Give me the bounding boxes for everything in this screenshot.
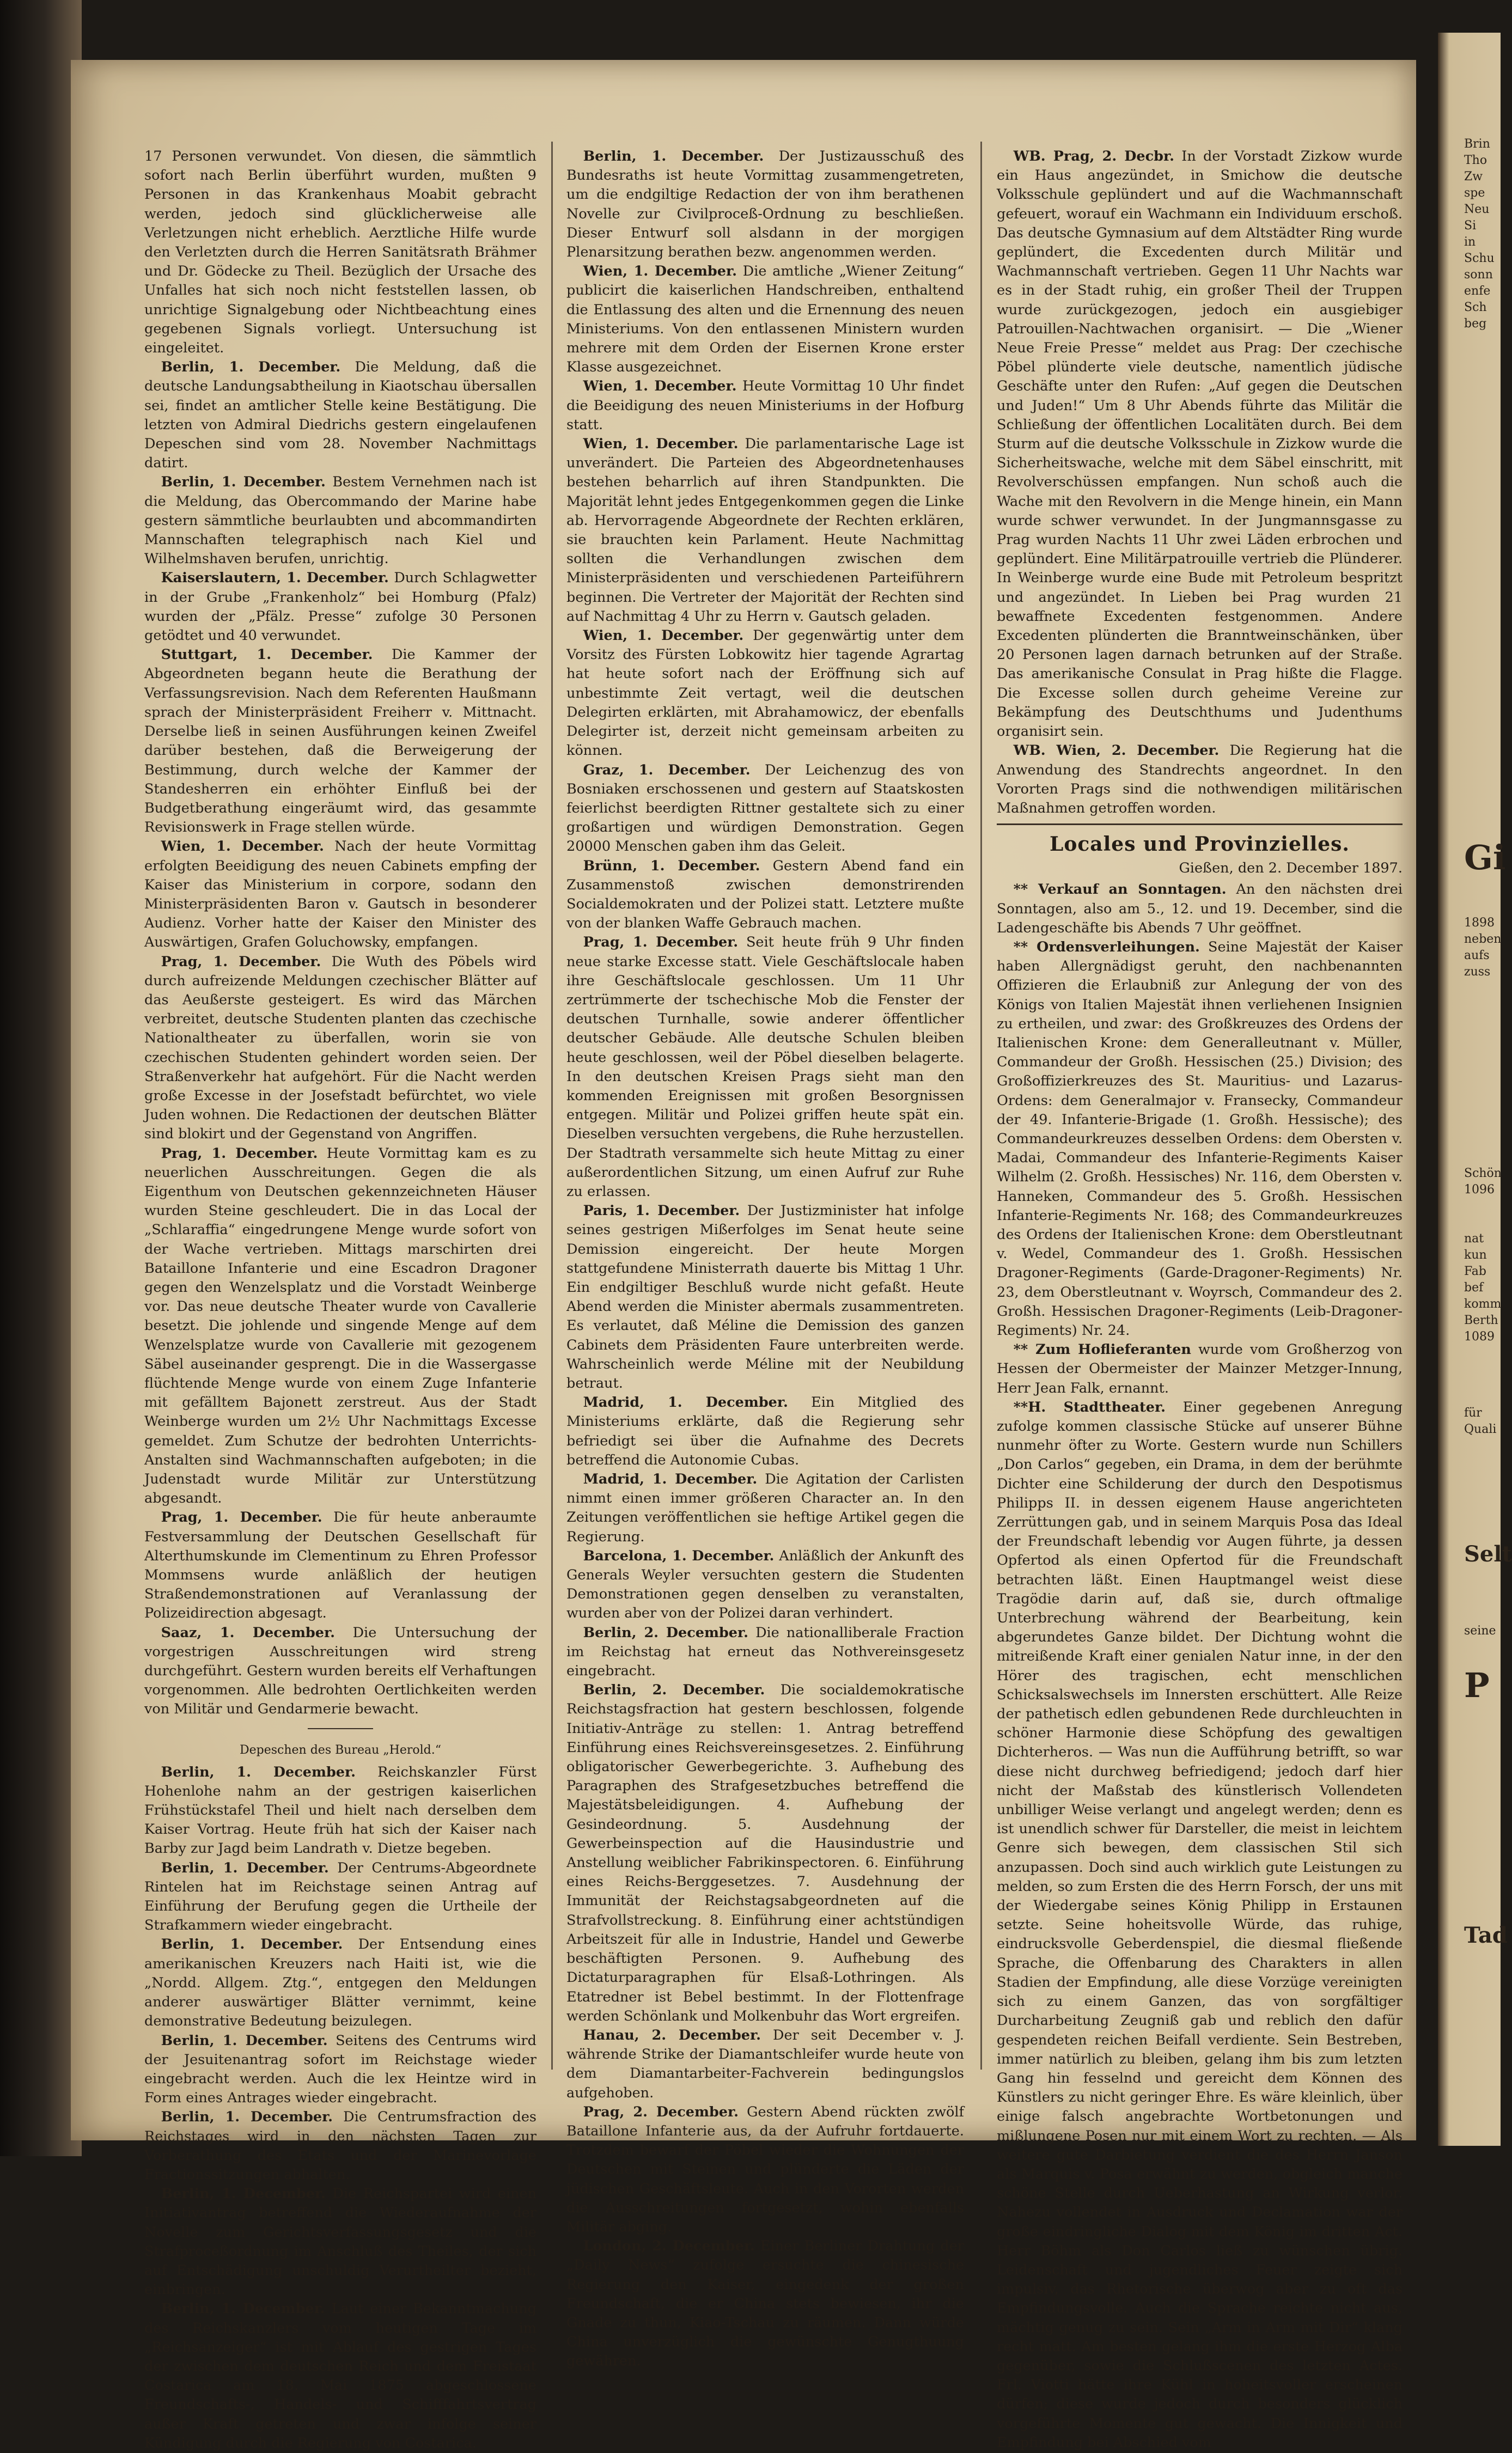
book-binding [0,0,82,2156]
news-dispatch-list [566,147,964,2371]
article-body: Gestern Abend rückten zwölf Bataillone Infanterie aus, da der Aufruhr fortdauerte. Trotzdem bewarf der Pöbel wieder die Wohnungen der Deutschen mit Steinen und plünderte die Läden der jüdischen Geschäftsleute. Auch in den Vororten werden die Ausschreitungen fortgesetzt, wohin ebenfalls Militär abging. [566,2103,964,2235]
news-article [566,1470,964,1547]
column-divider [980,142,982,2070]
article-dateline: Berlin, 1. December. [161,2186,326,2202]
article-dateline: Berlin, 2. December. [583,1682,765,1699]
column-3 [997,147,1403,2451]
article-dateline: **H. Stadttheater. [1013,1399,1166,1415]
article-dateline: Brünn, 1. December. [583,857,760,874]
article-dateline: Wien, 1. December. [583,436,739,453]
news-article [566,262,964,377]
article-dateline: Madrid, 1. December. [583,1471,758,1488]
section-title: Locales und Provinzielles. [1050,833,1350,856]
article-body: Die nationalliberale Fraction im Reichstag hat erneut das Nothvereinsgesetz eingebracht. [566,1624,964,1680]
column-1 [144,147,537,2451]
news-article [566,761,964,857]
adjacent-page-fragment: seine [1464,1624,1496,1638]
article-dateline: Berlin, 1. December. [161,359,341,376]
news-article [144,1144,536,1509]
article-body: Seine Majestät der Kaiser haben Allergnädigst geruht, den nachbenannten Offizieren die Erlaubniß zur Anlegung der von des Königs von Italien Majestät ihnen verliehenen Insignien zu ertheilen, und zwar: des Großkreuzes des Ordens der Italienischen Krone: dem Generalleutnant v. Müller, Commandeur der Großh. Hessischen (25.) Division; des Großoffizierkreuzes des St. Mauritius- und Lazarus-Ordens: dem Generalmajor v. Fransecky, Commandeur der 49. Infanterie-Brigade (1. Großh. Hessische); des Commandeurkreuzes desselben Ordens: dem Obersten v. Madai, Commandeur des Infanterie-Regiments Kaiser Wilhelm (2. Großh. Hessisches) Nr. 116, dem Obersten v. Hanneken, Commandeur des 5. Großh. Hessischen Infanterie-Regiments Nr. 168; des Commandeurkreuzes des Ordens der Italienischen Krone: dem Oberstleutnant v. Wedel, Commandeur des 1. Großh. Hessischen Dragoner-Regiments (Garde-Dragoner-Regiments) Nr. 23, dem Oberstleutnant v. Woyrsch, Commandeur des 2. Großh. Hessischen Dragoner-Regiments (Leib-Dragoner-Regiments) Nr. 24. [997,938,1403,1339]
article-body: Die Agitation der Carlisten nimmt einen immer größeren Character an. In den Zeitungen veröffentlichen sie heftige Artikel gegen die Regierung. [566,1471,965,1545]
news-article [566,1681,964,2026]
article-body: Der Entsendung eines amerikanischen Kreuzers nach Haiti ist, wie die „Nordd. Allgem. Ztg.“, entgegen den Meldungen anderer auswärtiger Blätter vernimmt, keine demonstrative Bedeutung beizulegen. [144,1936,536,2030]
news-article [144,953,536,1144]
article-dateline: Paris, 1. December. [583,1203,740,1219]
article-body: Die Untersuchung der vorgestrigen Ausschreitungen wird streng durchgeführt. Gestern wurden bereits elf Verhaftungen vorgenommen. Alle bedrohten Oertlichkeiten werden von Militär und Gendarmerie bewacht. [144,1624,536,1718]
article-dateline: Prag, 1. December. [161,1145,318,1162]
article-dateline: Stuttgart, 1. December. [161,646,373,663]
news-article [566,1393,964,1470]
news-article [997,1398,1403,2452]
news-article [997,147,1403,741]
article-body: Bestem Vernehmen nach ist die Meldung, das Obercommando der Marine habe gestern sämmtliche beurlaubten und abcommandirten Mannschaften telegraphisch nach Kiel und Wilhelmshaven berufen, unrichtig. [144,474,536,568]
news-dispatch-list [144,147,536,1719]
article-dateline: Madrid, 1. December. [583,1394,788,1411]
news-article [566,1624,964,1681]
section-rule [308,1728,373,1729]
news-article [144,2031,536,2108]
article-body: Seitens des Centrums wird der Jesuitenantrag sofort im Reichstage wieder eingebracht werden. Auch die lex Heintze wird in Form eines Antrages wieder eingebracht. [144,2032,536,2107]
news-article [566,626,964,760]
news-article [144,837,536,952]
news-article [566,2026,964,2103]
agency-heading: Depeschen des Bureau „Herold.“ [240,1743,441,1757]
article-body: Der seit December v. J. währende Strike der Diamantschleifer wurde heute von dem Diamantarbeiter-Fachverein bedingungslos aufgehoben. [566,2027,964,2101]
article-body: Die amtliche „Wiener Zeitung“ publicirt die kaiserlichen Handschreiben, enthaltend die Entlassung des alten und die Ernennung des neuen Ministeriums. Von den entlassenen Ministern wurden mehrere mit dem Orden der Eisernen Krone erster Klasse ausgezeichnet. [566,263,964,376]
article-dateline: Berlin, 1. December. [161,474,326,491]
article-dateline: ** Ordensverleihungen. [1013,938,1200,955]
news-article [566,857,964,933]
news-article [144,147,536,358]
article-body: Die Wuth des Pöbels wird durch aufreizende Meldungen czechischer Blätter auf das Aeußerste gesteigert. Es wird das Märchen verbreitet, deutsche Studenten planten das czechische Nationaltheater zu überfallen, worin sie von czechischen Studenten gehindert worden seien. Der Straßenverkehr hat aufgehört. Für die Nacht werden große Excesse in der Josefstadt befürchtet, wo viele Juden wohnen. Die Redactionen der deutschen Blätter sind blokirt und der Gegenstand von Angriffen. [144,953,537,1143]
article-body: Der Justizminister hat infolge seines gestrigen Mißerfolges im Senat heute seine Demission eingereicht. Der heute Morgen stattgefundene Ministerrath dauerte bis Mittag 1 Uhr. Ein endgiltiger Beschluß wurde nicht gefaßt. Heute Abend werden die Minister abermals zusammentreten. Es verlautet, daß Méline die Demission des ganzen Cabinets dem Präsidenten Faure unterbreiten werde. Wahrscheinlich werde Méline mit der Neubildung betraut. [566,1203,965,1392]
article-body: wurde vom Großherzog von Hessen der Obermeister der Mainzer Metzger-Innung, Herr Jean Falk, ernannt. [997,1341,1403,1396]
article-body: Der Leichenzug des von Bosniaken erschossenen und gestern auf Staatskosten feierlichst beerdigten Rittner gestaltete sich zu einer großartigen und würdigen Demonstration. Gegen 20000 Menschen gaben ihm das Geleit. [566,761,964,855]
news-article [566,1547,964,1624]
local-news-list [997,880,1403,2452]
article-dateline: Wien, 1. December. [161,838,324,855]
adjacent-page-fragment: für Quali [1464,1406,1497,1436]
column-divider [551,142,553,2070]
article-body: Die Kammer der Abgeordneten begann heute die Berathung der Verfassungsrevision. Nach dem Referenten Haußmann sprach der Ministerpräsident Freiherr v. Mittnacht. Derselbe ließ in seinen Ausführungen keinen Zweifel darüber bestehen, daß die Berweigerung der Bestimmung, durch welche der Kammer der Standesherren ein erhöhter Einfluß bei der Budgetberathung eingeräumt wird, das gesammte Revisionswerk in Frage stellen würde. [144,646,537,836]
article-body: Heute Vormittag 10 Uhr findet die Beeidigung des neuen Ministeriums in der Hofburg statt. [566,378,964,433]
article-dateline: Prag, 2. December. [583,2103,739,2120]
adjacent-page-edge [1438,33,1512,2146]
article-body: Anläßlich der Ankunft des Generals Weyler versuchten gestern die Studenten Demonstrationen gegen denselben zu veranstalten, wurden aber von der Polizei daran verhindert. [566,1547,964,1622]
article-dateline: Hanau, 2. December. [583,2027,761,2043]
article-body: Der gegenwärtig unter dem Vorsitz des Fürsten Lobkowitz hier tagende Agrartag hat heute sofort nach der Eröffnung sich auf unbestimmte Zeit vertagt, weil die deutschen Delegirten erklärten, mit Abrahamowicz, der ebenfalls Delegirter ist, derzeit nicht gemeinsam arbeiten zu können. [566,627,964,759]
article-dateline: Wien, 1. December. [583,378,737,395]
news-article [566,147,964,262]
article-body: Seit heute früh 9 Uhr finden neue starke Excesse statt. Viele Geschäftslocale haben ihre Geschäftslocale geschlossen. Um 11 Uhr zertrümmerte der tschechische Mob die Fenster der deutschen Turnhalle, sowie anderer öffentlicher deutscher Gebäude. Alle deutsche Schulen bleiben heute geschlossen, weil der Pöbel dieselben belagerte. In den deutschen Kreisen Prags sieht man den kommenden Ereignissen mit großen Besorgnissen entgegen. Militär und Polizei griffen heute spät ein. Dieselben versuchten vergebens, die Ruhe herzustellen. Der Stadtrath versammelte sich heute Mittag zu einer außerordentlichen Sitzung, um einen Aufruf zur Ruhe zu erlassen. [566,934,965,1200]
news-article [144,1508,536,1623]
article-body: 17 Personen verwundet. Von diesen, die sämmtlich sofort nach Berlin überführt wurden, mußten 9 Personen in das Krankenhaus Moabit gebracht werden, jedoch sind glücklicherweise alle Verletzungen nicht erheblich. Aerztliche Hilfe wurde den Verletzten durch die Herren Sanitätsrath Brähmer und Dr. Gödecke zu Theil. Bezüglich der Ursache des Unfalles hat sich noch nicht feststellen lassen, ob unrichtige Signalgebung oder Nichtbeachtung eines gegebenen Signals vorliegt. Untersuchung ist eingeleitet. [144,148,536,357]
article-body: Die socialdemokratische Reichstagsfraction hat gestern beschlossen, folgende Initiativ-Anträge zu stellen: 1. Antrag betreffend Einführung eines Reichsvereinsgesetzes. 2. Einführung obligatorischer Gewerbegerichte. 3. Aufhebung des Paragraphen des Strafgesetzbuches betreffend die Majestätsbeleidigungen. 4. Aufhebung der Gesindeordnung. 5. Ausdehnung der Gewerbeinspection auf die Hausindustrie und Anstellung weiblicher Fabrikinspectoren. 6. Einführung eines Reichs-Berggesetzes. 7. Ausdehnung der Immunität der Reichstagsabgeordneten auf die Strafvollstreckung. 8. Einführung einer achtstündigen Arbeitszeit für alle in Industrie, Handel und Gewerbe beschäftigten Personen. 9. Aufhebung des Dictaturparagraphen für Elsaß-Lothringen. Als Etatredner ist Bebel bestimmt. In der Flottenfrage werden Schönlank und Molkenbuhr das Wort ergreifen. [566,1682,965,2024]
article-dateline: Graz, 1. December. [583,761,751,778]
article-body: An den nächsten drei Sonntagen, also am 5., 12. und 19. December, sind die Ladengeschäfte bis Abends 7 Uhr geöffnet. [997,881,1403,936]
article-dateline: WB. Prag, 2. Decbr. [1013,148,1174,164]
news-article [144,1763,536,1859]
news-article [566,1201,964,1393]
article-body: Die Meldung, daß die deutsche Landungsabtheilung in Kiaotschau übersallen sei, findet an amtlicher Stelle keine Bestätigung. Die letzten von Admiral Diedrichs gestern eingelaufenen Depeschen sind vom 28. November Nachmittags datirt. [144,359,536,472]
article-body: Heute Vormittag kam es zu neuerlichen Ausschreitungen. Gegen die als Eigenthum von Deutschen gekennzeichneten Häuser wurden Steine geschleudert. Die in das Local der „Schlaraffia“ eingedrungene Menge wurde sofort von der Wache vertrieben. Mittags marschirten drei Bataillone Infanterie und eine Escadron Dragoner gegen den Wenzelsplatz und die Vorstadt Weinberge vor. Das neue deutsche Theater wurde von Cavallerie besetzt. Die johlende und singende Menge auf dem Wenzelsplatze wurde von Cavallerie mit gezogenem Säbel auseinander gesprengt. Die in die Wassergasse flüchtende Menge wurde von einem Zuge Infanterie mit gefälltem Bajonett zerstreut. Aus der Stadt Weinberge wurden um 2½ Uhr Nachmittags Excesse gemeldet. Zum Schutze der bedrohten Unterrichts-Anstalten sind Wachmannschaften aufgeboten; in die Judenstadt wurde Militär zur Unterstützung abgesandt. [144,1145,537,1507]
article-body: Reichskanzler Fürst Hohenlohe nahm an der gestrigen kaiserlichen Frühstückstafel Theil und hielt nach derselben dem Kaiser Vortrag. Heute früh hat sich der Kaiser nach Barby zur Jagd beim Landrath v. Dietze begeben. [144,1764,536,1857]
news-article [144,645,536,837]
article-dateline: Barcelona, 1. December. [583,1547,775,1564]
article-dateline: Berlin, 1. December. [161,2301,325,2317]
adjacent-page-fragment: Brin Tho Zw spe Neu Si in Schu sonn enfe Sch beg [1464,137,1495,331]
adjacent-page-fragment: P [1464,1665,1490,1705]
article-dateline: Prag, 1. December. [161,1509,322,1526]
news-article [144,358,536,473]
news-article [144,1859,536,1936]
article-dateline: Berlin, 1. December. [161,1859,329,1876]
news-article [144,2299,536,2453]
article-dateline: Wien, 1. December. [583,627,744,644]
adjacent-page-fragment: Schön 1096 [1464,1167,1502,1197]
dateline: Gießen, den 2. December 1897. [1179,860,1403,877]
adjacent-page-fragment: nat kun Fab bef komm Berth 1089 [1464,1232,1502,1344]
news-article [566,2237,964,2371]
article-dateline: Berlin, 1. December. [161,1764,356,1780]
herold-dispatch-list [144,1763,536,2453]
adjacent-page-fragment: Selt [1464,1541,1512,1567]
article-dateline: ** Zum Hoflieferanten [1013,1341,1191,1358]
news-article [566,377,964,435]
news-dispatch-list [997,147,1403,818]
article-dateline: Berlin, 1. December. [161,1936,343,1953]
article-dateline: Berlin, 1. December. [583,148,764,164]
news-article [144,1624,536,1719]
article-dateline: Berlin, 1. December. [161,2032,328,2049]
news-article [144,2108,536,2184]
article-body: Laut einer Bekanntmachung des Reichskanzlers vom heutigen Tage im „Reichsanzeiger“ ist mit Ablauf des gestrigen Tages der zwischen dem deutschen Reich und dem Freistaat Costarica am 18. Mai 1875 abgeschlossene Freundschafts-, Handels- und Schifffahrtsvertrag außer Kraft getreten und zwar infolge seiner Kündigung durch die Regierung von Costarica. [144,2301,536,2451]
article-dateline: Kaiserslautern, 1. December. [161,570,389,587]
news-article [997,741,1403,818]
adjacent-page-fragment: 1898 neben aufs zuss [1464,916,1502,979]
article-dateline: ** Verkauf an Sonntagen. [1013,881,1227,898]
article-dateline: Wien, 1. December. [583,263,737,280]
article-body: In der Vorstadt Zizkow wurde ein Haus angezündet, in Smichow die deutsche Volksschule geplündert und auf die Wachmannschaft gefeuert, worauf ein Wachmann ein Individuum erschoß. Das deutsche Gymnasium auf dem Altstädter Ring wurde geplündert, die Excedenten durch Militär und Wachmannschaft vertrieben. Gegen 11 Uhr Nachts war es in der Stadt ruhig, ein großer Theil der Truppen wurde zurückgezogen, jedoch ein ausgiebiger Patrouillen-Nachtwachen organisirt. — Die „Wiener Neue Freie Presse“ meldet aus Prag: Der czechische Pöbel plünderte viele deutsche, namentlich jüdische Geschäfte unter den Rufen: „Auf gegen die Deutschen und Juden!“ Um 8 Uhr Abends führte das Militär die Schließung der öffentlichen Localitäten durch. Bei dem Sturm auf die deutsche Volksschule in Zizkow wurde die Sicherheitswache, welche mit dem Säbel einschritt, mit Revolverschüssen empfangen. Nun schoß auch die Wache mit den Revolvern in die Menge hinein, ein Mann wurde schwer verwundet. In der Jungmannsgasse zu Prag wurden Nachts 11 Uhr zwei Läden erbrochen und geplündert. Eine Militärpatrouille vertrieb die Plünderer. In Weinberge wurde eine Bude mit Petroleum bespritzt und angezündet. In Lieben bei Prag wurden 21 bewaffnete Excedenten festgenommen. Andere Excedenten plünderten die Branntweinschänken, über 20 Personen lagen darnach betrunken auf der Straße. Das amerikanische Consulat in Prag hißte die Flagge. Die Excesse sollen durch geheime Vereine zur Bekämpfung des Deutschthums und Judenthums organisirt sein. [997,148,1403,740]
article-body: Die Centrumsfraction des Reichstages wird in den nächsten Tagen zur Vorberathung des Etats und der Marinevorlage Fractionssitzungen abhalten. [144,2109,536,2183]
article-body: Einer Berliner Drahtung der „Daily News“ zufolge ersuchte die chinesische Regierung den Kaiser, eingedenk der großen Freundschaft, die er China stets bewiesen, ihr die Gnade zu thun, Kiao-Tschau zu räumen. Dann würde China unverzüglich die gewünschte Genugthuung gewähren. [566,2238,964,2370]
article-body: Die Regierung hat die Anwendung des Standrechts angeordnet. In den Vororten Prags sind die nothwendigen militärischen Maßnahmen getroffen worden. [997,742,1403,816]
article-dateline: WB. Wien, 2. December. [1013,742,1220,759]
news-article [144,569,536,645]
column-2 [566,147,965,2370]
article-body: Einer gegebenen Anregung zufolge kommen classische Stücke auf unserer Bühne nunmehr öfter zu Worte. Gestern wurde nun Schillers „Don Carlos“ gegeben, ein Drama, in dem der berühmte Dichter eine Schilderung der durch den Despotismus Philipps II. in dessen eigenem Hause angerichteten Zerrüttungen gab, und in seinem Marquis Posa das Ideal der Freundschaft lebendig vor Augen führte, ja dessen Opfertod als einen Opfertod für die Freundschaft betrachten läßt. Einen Hauptmangel weist diese Tragödie darin auf, daß sie, durch oftmalige Unterbrechung während der Bearbeitung, kein abgerundetes Ganze bildet. Der Dichtung wohnt die mitreißende Kraft einer genialen Natur inne, in der den Hörer des tragischen, echt menschlichen Schicksalswechsels im Innersten erschüttert. Alle Reize der pathetisch edlen gebundenen Rede durchleuchten in schöner Harmonie diese Schöpfung des gewaltigen Dichterheros. — Was nun die Aufführung betrifft, so war diese nicht durchweg befriedigend; jedoch darf hier nicht der Maßstab des künstlerisch Vollendeten unbilliger Weise verlangt und angelegt werden; denn es ist unendlich schwer für Darsteller, die meist in leichtem Genre sich bewegen, dem classischen Stil sich anzupassen. Doch sind auch wirklich gute Leistungen zu melden, so zum Ersten die des Herrn Forsch, der uns mit der Wiedergabe seines König Philipp in Erstaunen setzte. Seine hoheitsvolle Würde, das ruhige, eindrucksvolle Geberdenspiel, die diesmal fließende Sprache, die Offenbarung des Charakters in allen Stadien der Empfindung, alle diese Vorzüge vereinigten sich zu einem Ganzen, das von sorgfältiger Durcharbeitung Zeugniß gab und reblich den dafür gespendeten reichen Beifall verdiente. Sein Bestreben, immer natürlich zu bleiben, gelang ihm bis zum letzten Gang hin fesselnd und gereicht dem Können des Künstlers zu nicht geringer Ehre. Es wäre kleinlich, über einige falsch angebrachte Wortbetonungen und mißlungene Posen nur mit einem Wort zu rechten. — Als weitere gute Darbietung verdient die des Herrn Janson als Marquis v. Posa erwähnt zu werden, obgleich manche schöne Stelle durch Ueberhastung an Wirkung verlor. Nahezu vollendet in Ausdruck und Declamation war der große eindringliche Dialog mit dem König im dritten Act. Herr Böhm als Don Carlos ließ zu wünschen übrig. Leidenschaft und jugendliches Feuer zeigte sich impulsiv, das Rhetorische überwog aber zu oft das Empfindungsvolle. Auch die Sprache reichte nicht aus, mächtig genug zu sein. Sein „Arm in Arm mit Dir“ klang recht matt. Am besten gelang ihm die erste Herzog Alba gegenüber, sowie die Schlußscenen des letzten Actes. Frl. Viotti hätte ihre Kühl in hoheitsvoller erscheinen dürfen; diese wurde jedoch durch besonders glücklich vorgeführte Momente gut gewacht. Die Innigkeit und Empfindung bei Abschied vom [997,1399,1403,2451]
adjacent-page-fragment: Tad [1464,1923,1508,1948]
article-body: Der Justizausschuß des Bundesraths ist heute Vormittag zusammengetreten, um die endgiltige Redaction der von ihm berathenen Novelle zur Civilproceß-Ordnung zu beschließen. Dieser Entwurf soll alsdann in der morgigen Plenarsitzung berathen bezw. angenommen werden. [566,148,964,261]
news-article [144,1935,536,2031]
article-body: Ein Mitglied des Ministeriums erklärte, daß die Regierung sehr befriedigt sei über die Aufnahme des Decrets betreffend die Autonomie Cubas. [566,1394,964,1468]
news-article [144,2184,536,2299]
article-body: Nach der heute Vormittag erfolgten Beeidigung des neuen Cabinets empfing der Kaiser das Ministerium in corpore, sodann den Ministerpräsidenten Baron v. Gautsch in besonderer Audienz. Vorher hatte der Kaiser den Minister des Auswärtigen, Grafen Goluchowsky, empfangen. [144,838,536,951]
article-body: Der Centrums-Abgeordnete Rintelen hat im Reichstage seinen Antrag auf Einführung der Berufung gegen die Urtheile der Strafkammern wieder eingebracht. [144,1859,536,1934]
article-dateline: Berlin, 2. December. [583,1624,748,1641]
article-dateline: Saaz, 1. December. [161,1624,335,1641]
article-body: Die Reichspartei wird einen Initiativantrag betreffend die Wiederaufnahme der Novelle zum Gerichtsverfassungsgesetz und die Strafproceßordnung im Anschluß des Theiles, der sich auf Entschädigung unschuldig Verurtheilter bezieht, einbringen. [144,2186,537,2298]
news-article [144,473,536,569]
news-article [997,880,1403,938]
adjacent-page-fragment: Gi [1464,838,1506,877]
article-body: Gestern Abend fand ein Zusammenstoß zwischen demonstrirenden Socialdemokraten und der Polizei statt. Letztere mußte von der blanken Waffe Gebrauch machen. [566,857,964,932]
news-article [997,938,1403,1340]
article-dateline: Prag, 1. December. [161,953,321,970]
news-article [566,435,964,626]
article-dateline: London, 2. December. [583,2238,755,2255]
article-body: Durch Schlagwetter in der Grube „Frankenholz“ bei Homburg (Pfalz) wurden der „Pfälz. Presse“ zufolge 30 Personen getödtet und 40 verwundet. [144,570,536,644]
article-dateline: Berlin, 1. December. [161,2109,333,2126]
news-article [566,933,964,1201]
article-dateline: Prag, 1. December. [583,934,739,951]
news-article [997,1340,1403,1398]
section-rule [997,823,1403,825]
article-body: Die parlamentarische Lage ist unverändert. Die Parteien des Abgeordnetenhauses bestehen beharrlich auf ihren Standpunkten. Die Majorität lehnt jedes Entgegenkommen gegen die Linke ab. Hervorragende Abgeordnete der Rechten erklären, sie brauchten kein Parlament. Heute Nachmittag sollten die Verhandlungen zwischen dem Ministerpräsidenten und verschiedenen Parteiführern beginnen. Die Vertreter der Majorität der Rechten sind auf Nachmittag 4 Uhr zu Herrn v. Gautsch geladen. [566,436,964,625]
news-article [566,2103,964,2237]
article-body: Die für heute anberaumte Festversammlung der Deutschen Gesellschaft für Alterthumskunde im Clementinum zu Ehren Professor Mommsens wurde anläßlich der heutigen Straßendemonstrationen auf Veranlassung der Polizeidirection abgesagt. [144,1509,536,1622]
